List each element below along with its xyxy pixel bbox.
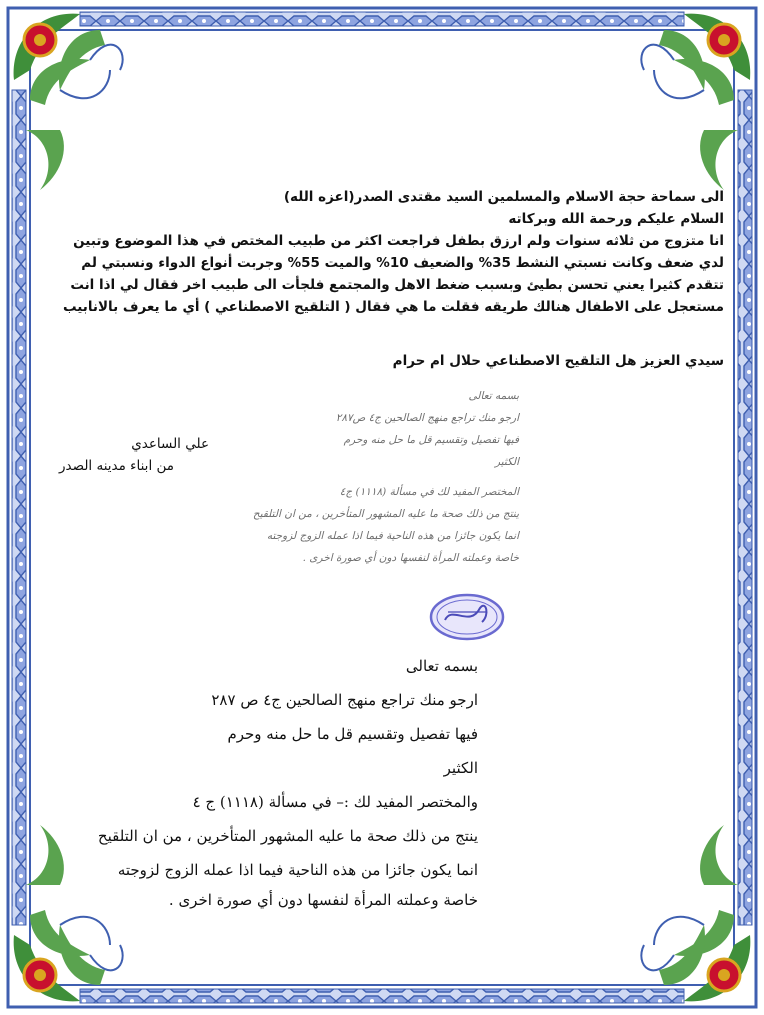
handwritten-line-5: المختصر المفيد لك في مسألة (١١١٨) ج٤ — [339, 486, 519, 498]
question-line-1: الى سماحة حجة الاسلام والمسلمين السيد مقتدى الصدر(اعزه الله) — [283, 189, 724, 205]
answer-line-4: الكثير — [443, 759, 478, 777]
signature-origin: من ابناء مدينه الصدر — [59, 458, 174, 474]
question-line-6: مستعجل على الاطفال هنالك طريقه فقلت ما هي فقال ( التلقيح الاصطناعي ) أي ما يعرف بالانابيب — [62, 299, 724, 315]
handwritten-line-6: ينتج من ذلك صحة ما عليه المشهور المتأخرين ، من ان التلقيح — [252, 508, 519, 520]
question-line-2: السلام عليكم ورحمة الله وبركاته — [508, 211, 724, 227]
answer-line-3: فيها تفصيل وتقسيم قل ما حل منه وحرم — [227, 725, 478, 743]
answer-line-1: بسمه تعالى — [405, 657, 478, 675]
handwritten-line-3: فيها تفصيل وتقسيم قل ما حل منه وحرم — [343, 434, 519, 446]
question-line-3: انا متزوج من ثلاثه سنوات ولم ارزق بطفل فراجعت اكثر من طبيب المختص في هذا الموضوع وتبين — [73, 233, 724, 249]
question-line-5: تتقدم كثيرا يعني تحسن بطيئ وبسبب ضغط الاهل والمجتمع فلجأت الى طبيب اخر فقال لي اذا انت — [70, 277, 724, 293]
answer-line-6: ينتج من ذلك صحة ما عليه المشهور المتأخرين ، من ان التلقيح — [97, 827, 478, 845]
side-ornament-left — [26, 130, 64, 885]
handwritten-line-1: بسمه تعالى — [468, 390, 519, 402]
answer-line-2: ارجو منك تراجع منهج الصالحين ج٤ ص ٢٨٧ — [211, 691, 478, 709]
question-line-4: لدي ضعف وكانت نسبتي النشط 35% والضعيف 10% والميت 55% وجربت أنواع الدواء ونسبتي لم — [81, 255, 724, 271]
office-stamp — [431, 595, 503, 639]
question-main: سيدي العزيز هل التلقيح الاصطناعي حلال ام حرام — [392, 353, 724, 369]
answer-line-8: خاصة وعملته المرأة لنفسها دون أي صورة اخرى . — [168, 891, 478, 909]
handwritten-line-2: ارجو منك تراجع منهج الصالحين ج٤ ص٢٨٧ — [335, 412, 519, 424]
handwritten-line-4: الكثير — [494, 456, 519, 468]
handwritten-line-8: خاصة وعملته المرأة لنفسها دون أي صورة اخرى . — [302, 552, 519, 564]
answer-line-7: انما يكون جائزا من هذه الناحية فيما اذا عمله الزوج لزوجته — [117, 861, 478, 879]
handwritten-line-7: انما يكون جائزا من هذه الناحية فيما اذا عمله الزوج لزوجته — [266, 530, 519, 542]
answer-line-5: والمختصر المفيد لك :– في مسألة (١١١٨) ج ٤ — [192, 793, 478, 811]
signature-name: علي الساعدي — [131, 436, 209, 452]
